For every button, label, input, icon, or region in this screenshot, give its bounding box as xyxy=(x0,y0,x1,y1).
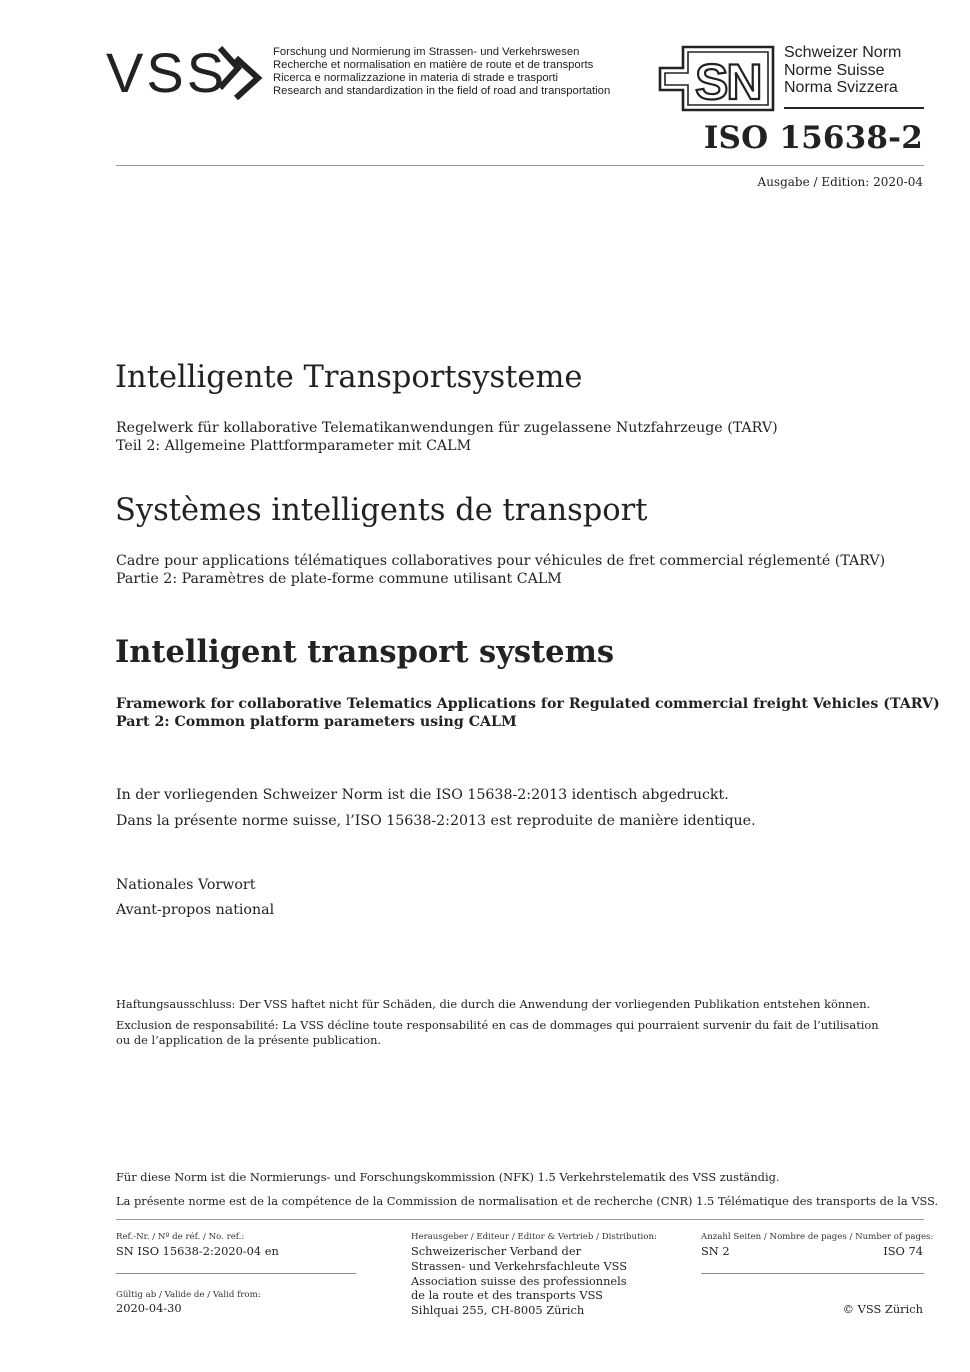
subtitle-de-line2: Teil 2: Allgemeine Plattformparameter mit CALM xyxy=(116,438,472,454)
publisher-line-4: de la route et des transports VSS xyxy=(411,1288,603,1303)
vss-tagline-fr: Recherche et normalisation en matière de route et de transports xyxy=(273,59,594,71)
pages-divider xyxy=(701,1273,924,1274)
publisher-line-3: Association suisse des professionnels xyxy=(411,1273,627,1288)
subtitle-de xyxy=(116,419,778,455)
identical-note-de: In der vorliegenden Schweizer Norm ist die ISO 15638-2:2013 identisch abgedruckt. xyxy=(116,787,729,803)
title-en: Intelligent transport systems xyxy=(115,634,615,670)
vss-tagline-en: Research and standardization in the field of road and transportation xyxy=(273,85,611,97)
sn-line-it: Norma Svizzera xyxy=(784,79,898,96)
subtitle-fr-line2: Partie 2: Paramètres de plate-forme commune utilisant CALM xyxy=(116,571,562,587)
title-de: Intelligente Transportsysteme xyxy=(115,360,583,395)
pages-iso: ISO 74 xyxy=(883,1244,923,1258)
publisher-line-1: Schweizerischer Verband der xyxy=(411,1244,582,1258)
title-fr: Systèmes intelligents de transport xyxy=(115,493,648,528)
pages-label: Anzahl Seiten / Nombre de pages / Number of pages: xyxy=(701,1232,934,1242)
committee-fr: La présente norme est de la compétence de la Commission de normalisation et de recherche (CNR) 1.5 Télématique des transports de la VSS. xyxy=(116,1194,939,1208)
identical-note-fr: Dans la présente norme suisse, l’ISO 15638-2:2013 est reproduite de manière identique. xyxy=(116,813,756,829)
copyright: © VSS Zürich xyxy=(842,1302,923,1316)
vss-tagline-it: Ricerca e normalizzazione in materia di strade e trasporti xyxy=(273,72,559,84)
subtitle-de-line1: Regelwerk für kollaborative Telematikanwendungen für zugelassene Nutzfahrzeuge (TARV) xyxy=(116,420,778,436)
disclaimer-fr-line1: Exclusion de responsabilité: La VSS décline toute responsabilité en cas de dommages qui pourraient survenir du fait de l’utilisation xyxy=(116,1018,879,1032)
subtitle-en-line2: Part 2: Common platform parameters using CALM xyxy=(116,714,517,730)
footer-divider xyxy=(116,1219,924,1220)
standard-number: ISO 15638-2 xyxy=(703,120,923,156)
svg-text:VSS: VSS xyxy=(106,41,228,102)
edition-date: Ausgabe / Edition: 2020-04 xyxy=(757,175,923,189)
subtitle-fr xyxy=(116,552,885,588)
vss-tagline-de: Forschung und Normierung im Strassen- und Verkehrswesen xyxy=(273,46,580,58)
national-foreword-de: Nationales Vorwort xyxy=(116,877,256,893)
svg-text:SN: SN xyxy=(695,54,761,110)
vss-tagline xyxy=(273,46,610,98)
vss-logo-mark xyxy=(106,40,266,102)
pages-sn: SN 2 xyxy=(701,1244,730,1258)
sn-logo xyxy=(657,44,779,112)
header-divider xyxy=(116,165,924,166)
publisher-line-5: Sihlquai 255, CH-8005 Zürich xyxy=(411,1303,585,1318)
valid-from-value: 2020-04-30 xyxy=(116,1301,182,1315)
sn-line-de: Schweizer Norm xyxy=(784,44,902,61)
ref-value: SN ISO 15638-2:2020-04 en xyxy=(116,1244,279,1258)
publisher-line-2: Strassen- und Verkehrsfachleute VSS xyxy=(411,1258,628,1273)
subtitle-en xyxy=(116,695,940,731)
sn-line-fr: Norme Suisse xyxy=(784,61,885,79)
subtitle-en-line1: Framework for collaborative Telematics Applications for Regulated commercial freight Vehicles (TARV) xyxy=(116,696,940,712)
national-foreword-fr: Avant-propos national xyxy=(116,902,275,918)
swiss-cross-sn-icon xyxy=(657,44,779,112)
committee-de: Für diese Norm ist die Normierungs- und Forschungskommission (NFK) 1.5 Verkehrstelematik des VSS zuständig. xyxy=(116,1170,780,1184)
publisher-label: Herausgeber / Editeur / Editor & Vertrieb / Distribution: xyxy=(411,1232,657,1242)
valid-from-label: Gültig ab / Valide de / Valid from: xyxy=(116,1290,261,1300)
sn-norm-lines xyxy=(784,44,901,97)
sn-underline xyxy=(784,107,924,109)
publisher-address xyxy=(411,1244,627,1318)
vss-logo xyxy=(106,40,266,102)
ref-label: Ref.-Nr. / Nº de réf. / No. ref.: xyxy=(116,1232,245,1242)
subtitle-fr-line1: Cadre pour applications télématiques collaboratives pour véhicules de fret commercial réglementé (TARV) xyxy=(116,553,886,569)
ref-divider xyxy=(116,1273,356,1274)
disclaimer-de: Haftungsausschluss: Der VSS haftet nicht für Schäden, die durch die Anwendung der vorliegenden Publikation entstehen können. xyxy=(116,997,871,1011)
disclaimer-fr-line2: ou de l’application de la présente publication. xyxy=(116,1033,382,1047)
disclaimer-fr xyxy=(116,1018,879,1048)
